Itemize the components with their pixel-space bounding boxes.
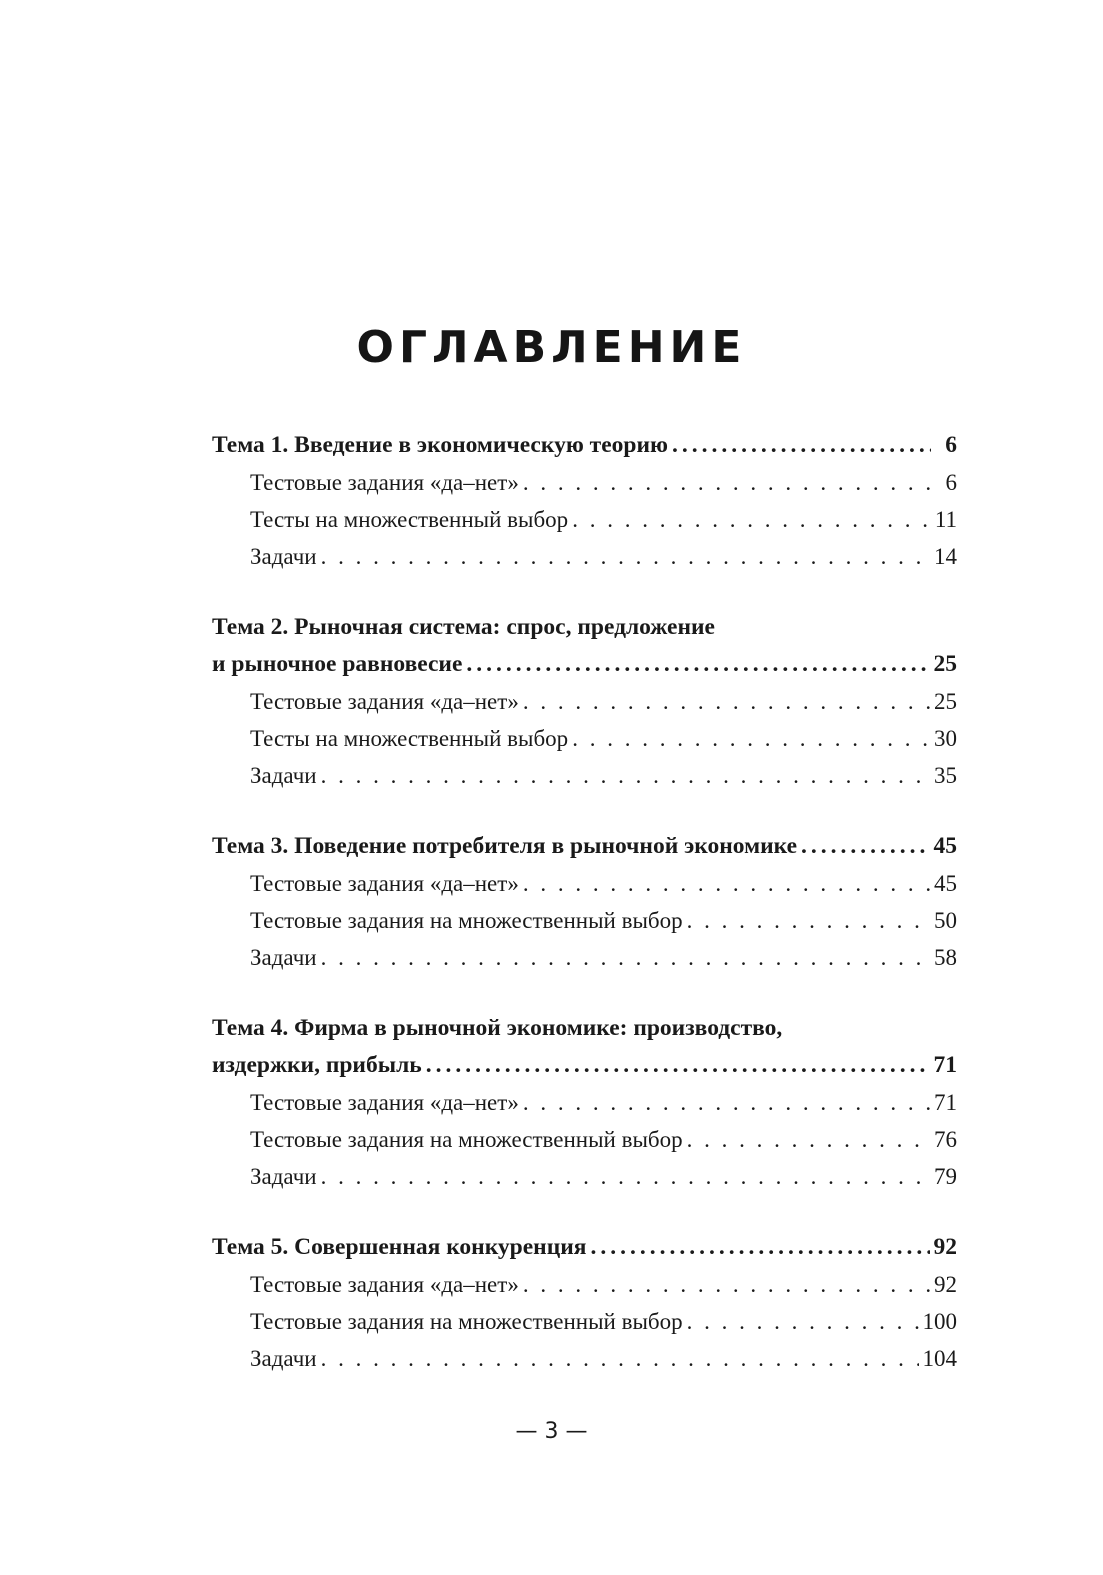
toc-item-row[interactable] xyxy=(212,939,957,976)
toc-topic-title: и рыночное равновесие xyxy=(212,651,463,677)
toc-page-number: 45 xyxy=(934,871,957,896)
dot-leader xyxy=(523,865,930,902)
toc-item-row[interactable] xyxy=(212,720,957,757)
toc-item-row[interactable] xyxy=(212,683,957,720)
page-number-footer: — 3 — xyxy=(515,1419,588,1444)
toc-item-label: Тестовые задания «да–нет» xyxy=(250,689,519,714)
toc-page-number: 25 xyxy=(933,651,957,677)
toc-page-number: 6 xyxy=(945,470,957,495)
toc-item-label: Тестовые задания на множественный выбор xyxy=(250,908,683,933)
toc-item-label: Задачи xyxy=(250,1346,317,1371)
toc-item-row[interactable] xyxy=(212,1340,957,1377)
toc-topic-row[interactable] xyxy=(212,427,957,464)
dot-leader xyxy=(523,1084,930,1121)
toc-topic-row[interactable] xyxy=(212,828,957,865)
toc-item-label: Задачи xyxy=(250,1164,317,1189)
toc-page-number: 11 xyxy=(934,507,957,532)
dot-leader xyxy=(426,1047,930,1084)
toc-topic-title: Тема 4. Фирма в рыночной экономике: производство, xyxy=(212,1015,783,1041)
toc-page-number: 50 xyxy=(934,908,957,933)
toc-topic-title: издержки, прибыль xyxy=(212,1052,422,1078)
toc-topic-title-line[interactable] xyxy=(212,1010,957,1047)
toc-page-number: 30 xyxy=(934,726,957,751)
dot-leader xyxy=(321,1158,930,1195)
toc-page-number: 35 xyxy=(934,763,957,788)
toc-item-row[interactable] xyxy=(212,501,957,538)
toc-item-label: Тесты на множественный выбор xyxy=(250,507,569,532)
toc-item-row[interactable] xyxy=(212,538,957,575)
toc-item-row[interactable] xyxy=(212,1121,957,1158)
toc-page-number: 6 xyxy=(945,432,957,458)
dot-leader xyxy=(687,1121,930,1158)
toc-item-row[interactable] xyxy=(212,757,957,794)
toc-page-number: 71 xyxy=(934,1090,957,1115)
toc-item-label: Тестовые задания «да–нет» xyxy=(250,470,519,495)
toc-topic-title: Тема 3. Поведение потребителя в рыночной экономике xyxy=(212,833,798,859)
toc-section-1 xyxy=(212,427,957,575)
toc-item-label: Задачи xyxy=(250,544,317,569)
dot-leader xyxy=(687,1303,919,1340)
toc-item-row[interactable] xyxy=(212,1158,957,1195)
toc-page-number: 25 xyxy=(934,689,957,714)
toc-item-label: Тестовые задания «да–нет» xyxy=(250,1090,519,1115)
toc-topic-title-line[interactable] xyxy=(212,609,957,646)
dot-leader xyxy=(321,1340,919,1377)
table-of-contents xyxy=(212,427,957,1411)
toc-section-5 xyxy=(212,1229,957,1377)
dot-leader xyxy=(321,757,930,794)
toc-page-number: 76 xyxy=(934,1127,957,1152)
toc-item-label: Задачи xyxy=(250,763,317,788)
toc-page-number: 58 xyxy=(934,945,957,970)
toc-page-number: 14 xyxy=(934,544,957,569)
dot-leader xyxy=(572,501,931,538)
toc-page-number: 79 xyxy=(934,1164,957,1189)
dot-leader xyxy=(523,1266,930,1303)
toc-topic-title: Тема 5. Совершенная конкуренция xyxy=(212,1234,587,1260)
dot-leader xyxy=(572,720,930,757)
dot-leader xyxy=(591,1229,930,1266)
toc-section-2 xyxy=(212,609,957,794)
toc-item-row[interactable] xyxy=(212,1084,957,1121)
toc-item-label: Тестовые задания «да–нет» xyxy=(250,871,519,896)
toc-item-row[interactable] xyxy=(212,902,957,939)
toc-item-row[interactable] xyxy=(212,464,957,501)
toc-item-row[interactable] xyxy=(212,1303,957,1340)
dot-leader xyxy=(672,427,931,464)
dot-leader xyxy=(801,828,929,865)
toc-topic-row[interactable] xyxy=(212,1047,957,1084)
dot-leader xyxy=(466,646,929,683)
toc-page-number: 92 xyxy=(934,1272,957,1297)
toc-topic-title: Тема 1. Введение в экономическую теорию xyxy=(212,432,668,458)
toc-item-label: Тестовые задания на множественный выбор xyxy=(250,1127,683,1152)
toc-section-3 xyxy=(212,828,957,976)
dot-leader xyxy=(321,939,930,976)
toc-page-number: 45 xyxy=(933,833,957,859)
dot-leader xyxy=(523,683,930,720)
toc-item-label: Тесты на множественный выбор xyxy=(250,726,569,751)
toc-topic-row[interactable] xyxy=(212,646,957,683)
toc-page-number: 92 xyxy=(933,1234,957,1260)
toc-item-label: Задачи xyxy=(250,945,317,970)
toc-page-number: 71 xyxy=(933,1052,957,1078)
toc-item-label: Тестовые задания на множественный выбор xyxy=(250,1309,683,1334)
page-title: ОГЛАВЛЕНИЕ xyxy=(356,322,747,373)
dot-leader xyxy=(523,464,931,501)
toc-section-4 xyxy=(212,1010,957,1195)
toc-topic-row[interactable] xyxy=(212,1229,957,1266)
dot-leader xyxy=(321,538,930,575)
dot-leader xyxy=(687,902,930,939)
toc-item-row[interactable] xyxy=(212,865,957,902)
toc-topic-title: Тема 2. Рыночная система: спрос, предложение xyxy=(212,614,715,640)
toc-item-row[interactable] xyxy=(212,1266,957,1303)
toc-page-number: 100 xyxy=(922,1309,957,1334)
toc-page-number: 104 xyxy=(922,1346,957,1371)
toc-item-label: Тестовые задания «да–нет» xyxy=(250,1272,519,1297)
